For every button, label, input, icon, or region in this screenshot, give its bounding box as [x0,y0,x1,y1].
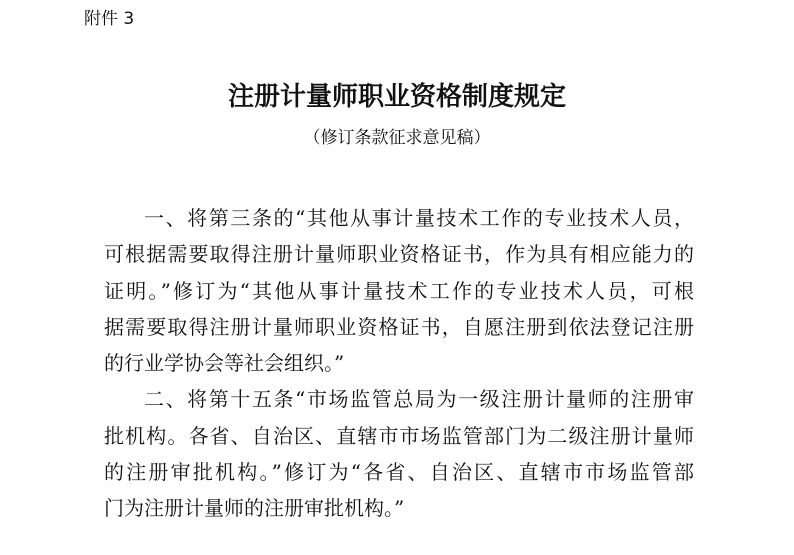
document-subtitle: （修订条款征求意见稿） [303,128,491,148]
paragraph-2 [104,381,694,526]
paragraph-line: 据需要取得注册计量师职业资格证书，自愿注册到依法登记注册 [104,314,694,339]
document-body [104,200,694,527]
paragraph-1 [104,200,694,381]
document-title: 注册计量师职业资格制度规定 [227,82,566,112]
paragraph-line: 的行业学协会等社会组织。” [104,351,345,376]
paragraph-line: 门为注册计量师的注册审批机构。” [104,496,405,521]
paragraph-line: 可根据需要取得注册计量师职业资格证书，作为具有相应能力的 [104,242,694,267]
attachment-label: 附件 3 [84,9,135,29]
paragraph-line: 一、将第三条的“其他从事计量技术工作的专业技术人员， [144,206,694,230]
paragraph-line: 的注册审批机构。”修订为“各省、自治区、直辖市市场监管部 [104,460,694,485]
paragraph-line: 批机构。各省、自治区、直辖市市场监管部门为二级注册计量师 [104,423,694,448]
paragraph-line: 二、将第十五条“市场监管总局为一级注册计量师的注册审 [144,387,694,412]
paragraph-line: 证明。”修订为“其他从事计量技术工作的专业技术人员，可根 [104,278,694,303]
